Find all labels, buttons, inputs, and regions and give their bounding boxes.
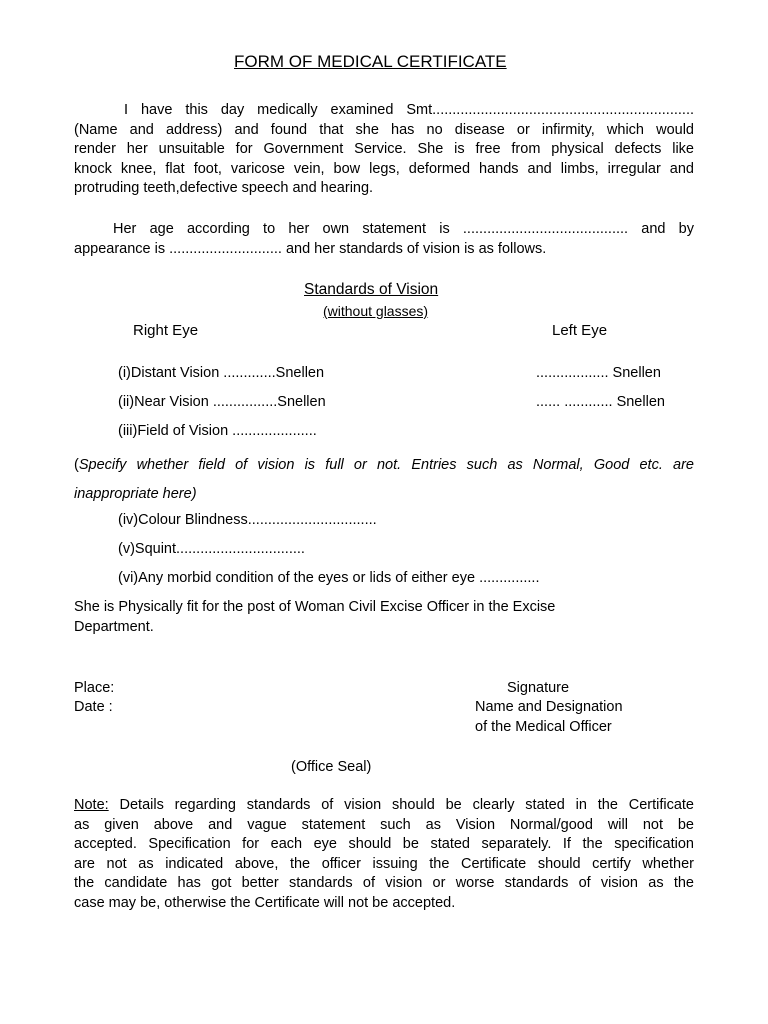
fitness-line-1: She is Physically fit for the post of Woman Civil Excise Officer in the Excise <box>74 599 556 615</box>
vision-subheading: (without glasses) <box>323 303 429 319</box>
note-line-2: as given above and vague statement such as Vision Normal/good will not be <box>74 816 694 833</box>
specify-line-1 <box>74 451 694 480</box>
note-line-1 <box>74 796 694 816</box>
office-seal-label: (Office Seal) <box>291 759 372 775</box>
distant-vision-left: .................. Snellen <box>536 365 661 381</box>
place-label: Place: <box>74 680 115 696</box>
intro-line-1: I have this day medically examined Smt................................................................. <box>124 102 694 118</box>
intro-line-4: knock knee, flat foot, varicose vein, bow legs, deformed hands and limbs, irregular and <box>74 160 694 177</box>
vision-heading: Standards of Vision <box>304 281 439 298</box>
field-of-vision: (iii)Field of Vision ..................... <box>118 423 317 439</box>
intro-line-5: protruding teeth,defective speech and hearing. <box>74 180 374 197</box>
intro-line-3: render her unsuitable for Government Service. She is free from physical defects like <box>74 141 694 158</box>
medical-officer-label: of the Medical Officer <box>475 719 612 735</box>
page-title: FORM OF MEDICAL CERTIFICATE <box>234 52 507 71</box>
specify-line-2: inappropriate here) <box>74 486 197 502</box>
note-label: Note: <box>74 797 109 813</box>
note-line-4: are not as indicated above, the officer issuing the Certificate should certify whether <box>74 855 694 872</box>
age-paragraph <box>74 220 694 259</box>
age-line-1: Her age according to her own statement is ......................................... and by <box>113 221 694 237</box>
near-vision-left: ...... ............ Snellen <box>536 394 665 410</box>
fitness-line-2: Department. <box>74 619 154 635</box>
intro-paragraph <box>74 101 694 199</box>
age-line-2: appearance is ............................ and her standards of vision is as follows. <box>74 240 547 257</box>
distant-vision-right: (i)Distant Vision .............Snellen <box>118 365 325 381</box>
note-line-6: case may be, otherwise the Certificate will not be accepted. <box>74 894 456 911</box>
specify-open-paren: ( <box>74 457 79 473</box>
right-eye-label: Right Eye <box>133 322 199 339</box>
note-line-5: the candidate has got better standards of vision or worse standards of vision as the <box>74 875 694 892</box>
date-label: Date : <box>74 699 113 715</box>
colour-blindness: (iv)Colour Blindness................................ <box>118 512 377 528</box>
note-line-3: accepted. Specification for each eye should be stated separately. If the specification <box>74 836 694 853</box>
squint: (v)Squint................................ <box>118 541 305 557</box>
note-paragraph <box>74 796 694 914</box>
near-vision-right: (ii)Near Vision ................Snellen <box>118 394 326 410</box>
specify-text-1: Specify whether field of vision is full or not. Entries such as Normal, Good etc. are <box>78 457 694 473</box>
name-designation-label: Name and Designation <box>475 699 623 715</box>
signature-label: Signature <box>507 680 570 696</box>
intro-line-2: (Name and address) and found that she has no disease or infirmity, which would <box>74 121 694 138</box>
morbid-condition: (vi)Any morbid condition of the eyes or lids of either eye ............... <box>118 570 540 586</box>
left-eye-label: Left Eye <box>552 322 608 339</box>
specify-note <box>74 451 694 509</box>
note-line-1-text: Details regarding standards of vision should be clearly stated in the Certificate <box>108 797 694 813</box>
